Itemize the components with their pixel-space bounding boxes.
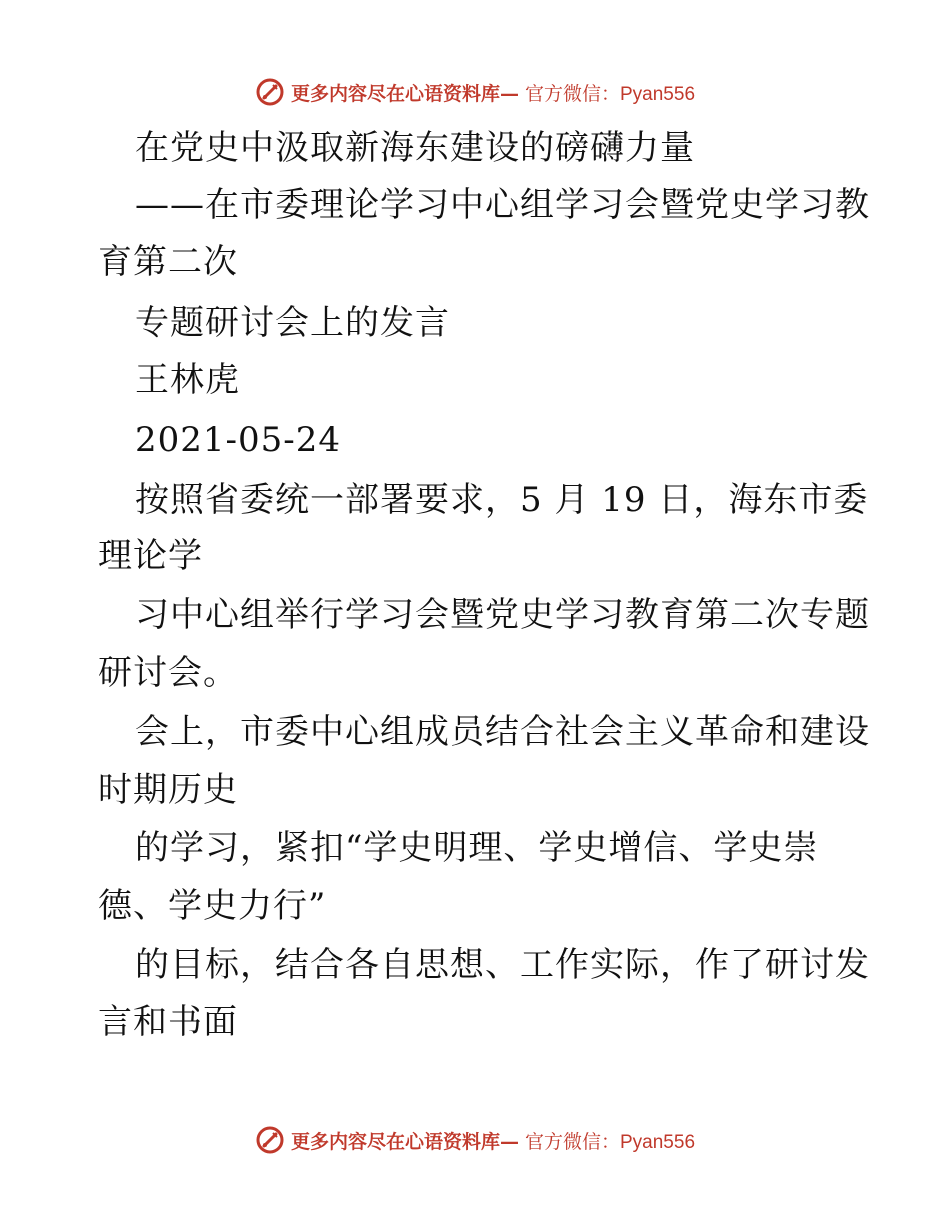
pen-seal-logo <box>255 77 285 107</box>
document-subtitle-line: ——在市委理论学习中心组学习会暨党史学习教 <box>135 185 870 225</box>
paragraph-line: 的目标，结合各自思想、工作实际，作了研讨发 <box>135 945 870 985</box>
watermark-text: 更多内容尽在心语资料库— <box>290 1130 519 1153</box>
document-subtitle-line: 育第二次 <box>98 242 238 282</box>
header-watermark <box>0 72 950 112</box>
paragraph-line: 研讨会。 <box>98 653 238 693</box>
pen-seal-logo <box>255 1125 285 1155</box>
paragraph-line: 言和书面 <box>98 1002 238 1042</box>
paragraph-line: 的学习，紧扣“学史明理、学史增信、学史崇 <box>135 828 819 868</box>
footer-watermark <box>0 1120 950 1160</box>
paragraph-line: 德、学史力行” <box>98 886 327 926</box>
document-date: 2021-05-24 <box>135 420 342 460</box>
paragraph-line: 理论学 <box>98 536 203 576</box>
watermark-wechat: 官方微信：Pyan556 <box>525 1131 696 1153</box>
paragraph-line: 习中心组举行学习会暨党史学习教育第二次专题 <box>135 595 870 635</box>
document-subtitle-line: 专题研讨会上的发言 <box>135 303 450 343</box>
document-title: 在党史中汲取新海东建设的磅礴力量 <box>135 128 695 168</box>
watermark-wechat: 官方微信：Pyan556 <box>525 83 696 105</box>
paragraph-line: 时期历史 <box>98 770 238 810</box>
paragraph-line: 会上，市委中心组成员结合社会主义革命和建设 <box>135 712 870 752</box>
paragraph-line: 按照省委统一部署要求，5 月 19 日，海东市委 <box>135 480 869 520</box>
watermark-text: 更多内容尽在心语资料库— <box>290 82 519 105</box>
document-author: 王林虎 <box>135 360 240 400</box>
